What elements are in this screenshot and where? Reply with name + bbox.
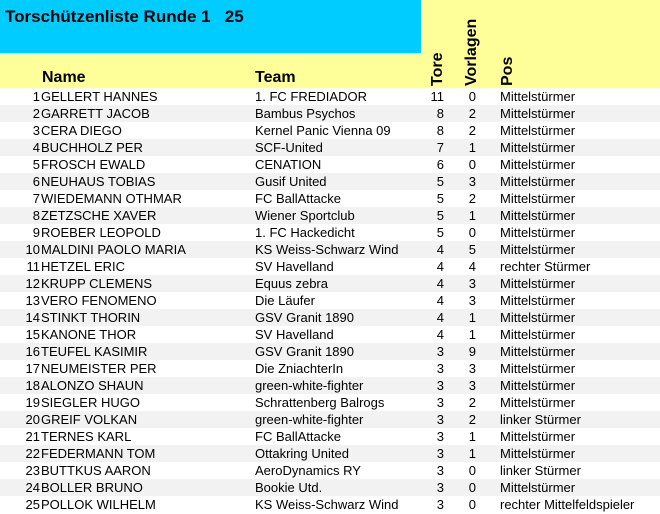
team-cell: KS Weiss-Schwarz Wind bbox=[255, 242, 399, 257]
tore-cell: 3 bbox=[436, 412, 444, 427]
vorlagen-cell: 3 bbox=[468, 276, 476, 291]
vorlagen-cell: 3 bbox=[468, 293, 476, 308]
pos-cell: Mittelstürmer bbox=[500, 225, 576, 240]
pos-cell: Mittelstürmer bbox=[500, 140, 576, 155]
column-header-name: Name bbox=[42, 69, 86, 86]
rank-cell: 22 bbox=[25, 446, 40, 461]
name-cell: HETZEL ERIC bbox=[41, 259, 126, 274]
pos-cell: rechter Stürmer bbox=[500, 259, 591, 274]
pos-cell: Mittelstürmer bbox=[500, 378, 576, 393]
table-row bbox=[0, 377, 660, 394]
vorlagen-cell: 2 bbox=[468, 412, 476, 427]
table-row bbox=[0, 360, 660, 377]
table-row bbox=[0, 411, 660, 428]
pos-cell: Mittelstürmer bbox=[500, 174, 576, 189]
team-cell: Die Läufer bbox=[255, 293, 315, 308]
name-cell: BOLLER BRUNO bbox=[41, 480, 143, 495]
tore-cell: 5 bbox=[436, 225, 444, 240]
rank-cell: 10 bbox=[25, 242, 40, 257]
pos-cell: Mittelstürmer bbox=[500, 310, 576, 325]
pos-cell: Mittelstürmer bbox=[500, 89, 576, 104]
team-cell: SV Havelland bbox=[255, 259, 334, 274]
name-cell: ROEBER LEOPOLD bbox=[41, 225, 161, 240]
tore-cell: 4 bbox=[436, 310, 444, 325]
rank-cell: 1 bbox=[32, 89, 40, 104]
name-cell: MALDINI PAOLO MARIA bbox=[41, 242, 186, 257]
name-cell: FROSCH EWALD bbox=[41, 157, 146, 172]
table-row bbox=[0, 173, 660, 190]
scorer-table bbox=[0, 88, 660, 513]
table-row bbox=[0, 105, 660, 122]
table-row bbox=[0, 241, 660, 258]
tore-cell: 11 bbox=[430, 89, 444, 104]
rank-cell: 14 bbox=[25, 310, 40, 325]
vorlagen-cell: 1 bbox=[468, 140, 476, 155]
table-row bbox=[0, 156, 660, 173]
rank-cell: 24 bbox=[25, 480, 40, 495]
rank-cell: 9 bbox=[32, 225, 40, 240]
table-row bbox=[0, 207, 660, 224]
name-cell: GREIF VOLKAN bbox=[41, 412, 138, 427]
tore-cell: 6 bbox=[436, 157, 444, 172]
name-cell: TERNES KARL bbox=[41, 429, 132, 444]
team-cell: AeroDynamics RY bbox=[255, 463, 361, 478]
team-cell: SCF-United bbox=[255, 140, 323, 155]
team-cell: Schrattenberg Balrogs bbox=[255, 395, 385, 410]
rank-cell: 23 bbox=[25, 463, 40, 478]
tore-cell: 5 bbox=[436, 191, 444, 206]
vorlagen-cell: 2 bbox=[468, 106, 476, 121]
pos-cell: Mittelstürmer bbox=[500, 106, 576, 121]
name-cell: BUCHHOLZ PER bbox=[41, 140, 143, 155]
pos-cell: Mittelstürmer bbox=[500, 395, 576, 410]
team-cell: green-white-fighter bbox=[255, 412, 364, 427]
rank-cell: 25 bbox=[25, 497, 40, 512]
name-cell: VERO FENOMENO bbox=[41, 293, 157, 308]
rank-cell: 3 bbox=[32, 123, 40, 138]
vorlagen-cell: 0 bbox=[468, 463, 476, 478]
pos-cell: Mittelstürmer bbox=[500, 446, 576, 461]
rank-cell: 16 bbox=[25, 344, 40, 359]
tore-cell: 3 bbox=[436, 446, 444, 461]
rank-cell: 8 bbox=[32, 208, 40, 223]
rank-cell: 20 bbox=[25, 412, 40, 427]
tore-cell: 3 bbox=[436, 463, 444, 478]
rank-cell: 15 bbox=[25, 327, 40, 342]
tore-cell: 3 bbox=[436, 480, 444, 495]
vorlagen-cell: 1 bbox=[468, 429, 476, 444]
rank-cell: 5 bbox=[32, 157, 40, 172]
name-cell: BUTTKUS AARON bbox=[41, 463, 151, 478]
rank-cell: 13 bbox=[25, 293, 40, 308]
pos-cell: Mittelstürmer bbox=[500, 327, 576, 342]
vorlagen-cell: 2 bbox=[468, 395, 476, 410]
rank-cell: 6 bbox=[32, 174, 40, 189]
table-row bbox=[0, 309, 660, 326]
pos-cell: Mittelstürmer bbox=[500, 344, 576, 359]
pos-cell: Mittelstürmer bbox=[500, 191, 576, 206]
team-cell: Kernel Panic Vienna 09 bbox=[255, 123, 391, 138]
header-band-right bbox=[421, 0, 660, 88]
pos-cell: linker Stürmer bbox=[500, 412, 581, 427]
table-row bbox=[0, 462, 660, 479]
team-cell: Bookie Utd. bbox=[255, 480, 323, 495]
pos-cell: Mittelstürmer bbox=[500, 480, 576, 495]
vorlagen-cell: 4 bbox=[468, 259, 476, 274]
table-row bbox=[0, 190, 660, 207]
rank-cell: 2 bbox=[32, 106, 40, 121]
name-cell: GELLERT HANNES bbox=[41, 89, 158, 104]
rank-cell: 11 bbox=[26, 259, 40, 274]
table-row bbox=[0, 326, 660, 343]
vorlagen-cell: 1 bbox=[468, 208, 476, 223]
tore-cell: 3 bbox=[436, 344, 444, 359]
title-band bbox=[0, 0, 421, 53]
team-cell: green-white-fighter bbox=[255, 378, 364, 393]
tore-cell: 3 bbox=[436, 497, 444, 512]
vorlagen-cell: 5 bbox=[468, 242, 476, 257]
vorlagen-cell: 3 bbox=[468, 174, 476, 189]
table-row bbox=[0, 122, 660, 139]
rank-cell: 4 bbox=[32, 140, 40, 155]
name-cell: TEUFEL KASIMIR bbox=[41, 344, 148, 359]
name-cell: STINKT THORIN bbox=[41, 310, 141, 325]
team-cell: 1. FC Hackedicht bbox=[255, 225, 355, 240]
tore-cell: 3 bbox=[436, 395, 444, 410]
team-cell: CENATION bbox=[255, 157, 322, 172]
vorlagen-cell: 1 bbox=[468, 446, 476, 461]
table-row bbox=[0, 479, 660, 496]
table-row bbox=[0, 343, 660, 360]
rank-cell: 7 bbox=[32, 191, 40, 206]
column-header-tore: Tore bbox=[429, 52, 446, 86]
pos-cell: Mittelstürmer bbox=[500, 361, 576, 376]
column-header-team: Team bbox=[255, 69, 296, 86]
team-cell: KS Weiss-Schwarz Wind bbox=[255, 497, 399, 512]
team-cell: GSV Granit 1890 bbox=[255, 344, 354, 359]
pos-cell: Mittelstürmer bbox=[500, 208, 576, 223]
tore-cell: 3 bbox=[436, 361, 444, 376]
team-cell: 1. FC FREDIADOR bbox=[255, 89, 367, 104]
rank-cell: 12 bbox=[25, 276, 40, 291]
column-header-pos: Pos bbox=[499, 56, 516, 86]
tore-cell: 4 bbox=[436, 293, 444, 308]
tore-cell: 8 bbox=[436, 106, 444, 121]
pos-cell: rechter Mittelfeldspieler bbox=[500, 497, 635, 512]
name-cell: FEDERMANN TOM bbox=[41, 446, 156, 461]
tore-cell: 4 bbox=[436, 276, 444, 291]
name-cell: ALONZO SHAUN bbox=[41, 378, 144, 393]
pos-cell: Mittelstürmer bbox=[500, 293, 576, 308]
vorlagen-cell: 0 bbox=[468, 480, 476, 495]
table-row bbox=[0, 428, 660, 445]
name-cell: NEUHAUS TOBIAS bbox=[41, 174, 156, 189]
pos-cell: Mittelstürmer bbox=[500, 157, 576, 172]
vorlagen-cell: 1 bbox=[468, 310, 476, 325]
rank-cell: 17 bbox=[25, 361, 40, 376]
rank-cell: 19 bbox=[25, 395, 40, 410]
team-cell: Equus zebra bbox=[255, 276, 328, 291]
vorlagen-cell: 9 bbox=[468, 344, 476, 359]
table-row bbox=[0, 88, 660, 105]
tore-cell: 5 bbox=[436, 174, 444, 189]
table-row bbox=[0, 394, 660, 411]
vorlagen-cell: 2 bbox=[468, 123, 476, 138]
rank-cell: 18 bbox=[25, 378, 40, 393]
table-row bbox=[0, 139, 660, 156]
team-cell: Ottakring United bbox=[255, 446, 349, 461]
name-cell: POLLOK WILHELM bbox=[41, 497, 156, 512]
team-cell: Bambus Psychos bbox=[255, 106, 356, 121]
page-title: Torschützenliste Runde 1 25 bbox=[5, 7, 244, 26]
tore-cell: 4 bbox=[436, 327, 444, 342]
vorlagen-cell: 0 bbox=[468, 89, 476, 104]
vorlagen-cell: 0 bbox=[468, 225, 476, 240]
name-cell: KANONE THOR bbox=[41, 327, 137, 342]
name-cell: GARRETT JACOB bbox=[41, 106, 150, 121]
table-row bbox=[0, 224, 660, 241]
table-row bbox=[0, 258, 660, 275]
vorlagen-cell: 0 bbox=[468, 157, 476, 172]
team-cell: FC BallAttacke bbox=[255, 191, 341, 206]
vorlagen-cell: 3 bbox=[468, 361, 476, 376]
rank-cell: 21 bbox=[25, 429, 40, 444]
name-cell: ZETZSCHE XAVER bbox=[41, 208, 157, 223]
tore-cell: 7 bbox=[436, 140, 444, 155]
team-cell: SV Havelland bbox=[255, 327, 334, 342]
vorlagen-cell: 1 bbox=[468, 327, 476, 342]
name-cell: KRUPP CLEMENS bbox=[41, 276, 153, 291]
team-cell: Wiener Sportclub bbox=[255, 208, 355, 223]
vorlagen-cell: 0 bbox=[468, 497, 476, 512]
pos-cell: Mittelstürmer bbox=[500, 429, 576, 444]
vorlagen-cell: 3 bbox=[468, 378, 476, 393]
table-row bbox=[0, 292, 660, 309]
tore-cell: 8 bbox=[436, 123, 444, 138]
table-row bbox=[0, 445, 660, 462]
table-row bbox=[0, 275, 660, 292]
name-cell: WIEDEMANN OTHMAR bbox=[41, 191, 182, 206]
name-cell: CERA DIEGO bbox=[41, 123, 122, 138]
column-header-vorlagen: Vorlagen bbox=[463, 18, 480, 86]
tore-cell: 4 bbox=[436, 259, 444, 274]
pos-cell: Mittelstürmer bbox=[500, 123, 576, 138]
team-cell: Die ZniachterIn bbox=[255, 361, 344, 376]
pos-cell: Mittelstürmer bbox=[500, 242, 576, 257]
team-cell: FC BallAttacke bbox=[255, 429, 341, 444]
tore-cell: 5 bbox=[436, 208, 444, 223]
team-cell: GSV Granit 1890 bbox=[255, 310, 354, 325]
table-row bbox=[0, 496, 660, 513]
team-cell: Gusif United bbox=[255, 174, 327, 189]
tore-cell: 3 bbox=[436, 429, 444, 444]
vorlagen-cell: 2 bbox=[468, 191, 476, 206]
name-cell: NEUMEISTER PER bbox=[41, 361, 157, 376]
tore-cell: 4 bbox=[436, 242, 444, 257]
pos-cell: Mittelstürmer bbox=[500, 276, 576, 291]
name-cell: SIEGLER HUGO bbox=[41, 395, 140, 410]
tore-cell: 3 bbox=[436, 378, 444, 393]
pos-cell: linker Stürmer bbox=[500, 463, 581, 478]
